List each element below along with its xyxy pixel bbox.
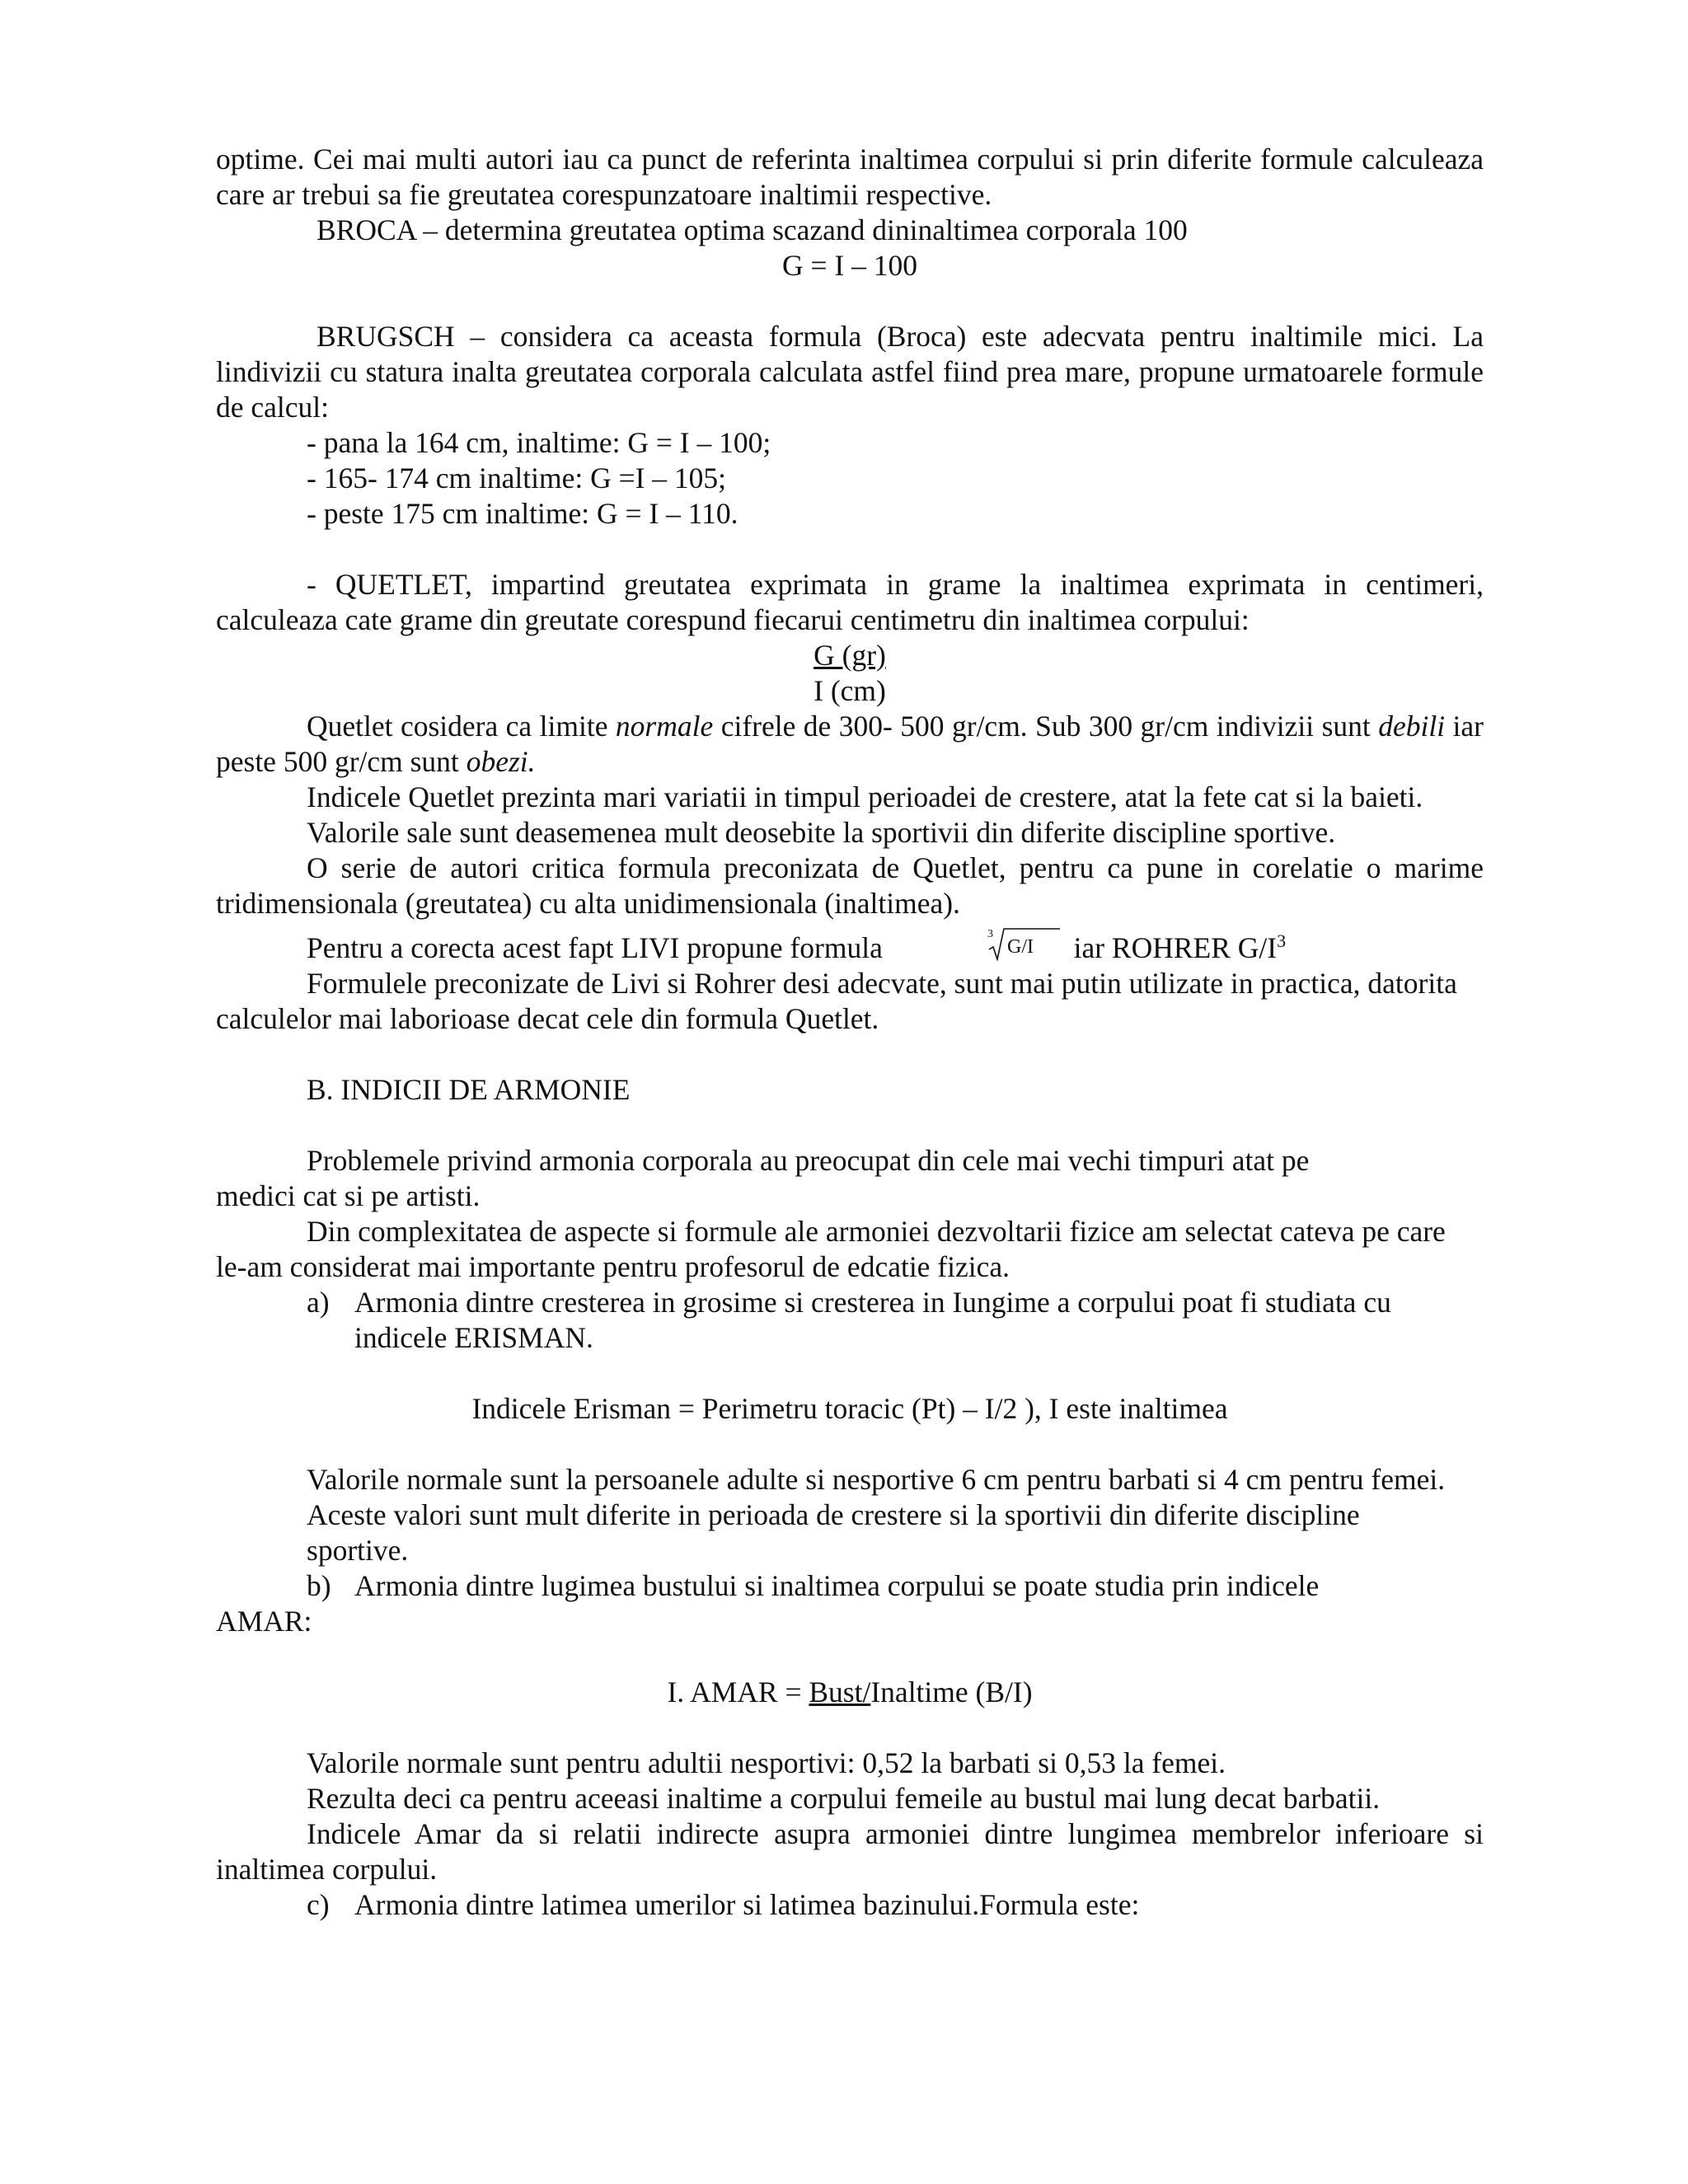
quetlet-numerator: G (gr) (814, 639, 886, 672)
list-text-a: Armonia dintre cresterea in grosime si cresterea in Iungime a corpului poat fi studiata cu indicele ERISMAN. (354, 1286, 1391, 1354)
paragraph-amar-relatii: Indicele Amar da si relatii indirecte asupra armoniei dintre lungimea membrelor inferioare si inaltimea corpului. (216, 1817, 1484, 1886)
formula-erisman: Indicele Erisman = Perimetru toracic (Pt) – I/2 ), I este inaltimea (471, 1392, 1228, 1425)
amar-bust-underlined: Bust/ (809, 1675, 871, 1708)
list-item-brugsch-1: - pana la 164 cm, inaltime: G = I – 100; (307, 426, 771, 459)
spacer (216, 532, 1484, 567)
italic-debili: debili (1378, 710, 1446, 743)
paragraph-livi-rohrer-formulas (216, 926, 1484, 966)
paragraph-broca: BROCA – determina greutatea optima scazand dininaltimea corporala 100 (316, 213, 1188, 246)
spacer (216, 1356, 1484, 1391)
paragraph-erisman-values: Valorile normale sunt la persoanele adulte si nesportive 6 cm pentru barbati si 4 cm pentru femei. Aceste valori sunt mult diferite in perioada de crestere si la sportivii din diferite discipline sportive. (307, 1463, 1446, 1567)
text-span: iar ROHRER G/I (1066, 931, 1278, 964)
cube-root-icon (986, 926, 1062, 961)
formula-broca: G = I – 100 (782, 249, 917, 282)
formula-quetlet-numerator (216, 638, 1484, 673)
paragraph-critica: O serie de autori critica formula preconizata de Quetlet, pentru ca pune in corelatie o marime tridimensionala (greutatea) cu alta unidimensionala (inaltimea). (216, 851, 1484, 920)
paragraph-quetlet: - QUETLET, impartind greutatea exprimata in grame la inaltimea exprimata in centimeri, calculeaza cate grame din greutate corespund fiecarui centimetru din inaltimea corpului: (216, 568, 1484, 636)
spacer (216, 1108, 1484, 1143)
spacer (216, 1710, 1484, 1746)
spacer (216, 1639, 1484, 1675)
spacer (216, 1037, 1484, 1072)
list-item-c (216, 1887, 1484, 1923)
formula-amar (216, 1675, 1484, 1710)
spacer (216, 1427, 1484, 1462)
list-text-b-continuation: AMAR: (216, 1605, 312, 1638)
formula-quetlet-denominator: I (cm) (814, 674, 886, 707)
list-item-a (216, 1285, 1484, 1356)
list-text-b: Armonia dintre lugimea bustului si inaltimea corpului se poate studia prin indicele (354, 1569, 1320, 1602)
cube-root-formula (895, 926, 1062, 966)
list-marker-c: c) (307, 1888, 330, 1921)
paragraph-brugsch: BRUGSCH – considera ca aceasta formula (Broca) este adecvata pentru inaltimile mici. La lindivizii cu statura inalta greutatea corporala calculata astfel fiind prea mare, propune urmatoarele formule de calcul: (216, 320, 1484, 424)
text-span: I. AMAR = (667, 1675, 809, 1708)
italic-normale: normale (615, 710, 714, 743)
paragraph-intro: optime. Cei mai multi autori iau ca punct de referinta inaltimea corpului si prin diferite formule calculeaza care ar trebui sa fie greutatea corespunzatoare inaltimii respective. (216, 143, 1484, 211)
list-item-brugsch-3: - peste 175 cm inaltime: G = I – 110. (307, 497, 738, 530)
text-span: Pentru a corecta acest fapt LIVI propune formula (307, 931, 890, 964)
root-content: G/I (1006, 936, 1034, 958)
paragraph-quetlet-variations: Indicele Quetlet prezinta mari variatii in timpul perioadei de crestere, atat la fete cat si la baieti. (307, 780, 1423, 813)
paragraph-armonie-2: Din complexitatea de aspecte si formule ale armoniei dezvoltarii fizice am selectat cateva pe care le-am considerat mai importante pentru profesorul de edcatie fizica. (216, 1215, 1446, 1283)
list-text-c: Armonia dintre latimea umerilor si latimea bazinului.Formula este: (354, 1888, 1140, 1921)
document-page (216, 142, 1484, 1923)
paragraph-armonie-1: Problemele privind armonia corporala au preocupat din cele mai vechi timpuri atat pe medici cat si pe artisti. (216, 1144, 1310, 1212)
text-span: iar peste 500 gr/cm sunt (216, 710, 1484, 778)
paragraph-amar-rezulta: Rezulta deci ca pentru aceeasi inaltime a corpului femeile au bustul mai lung decat barbatii. (307, 1782, 1381, 1815)
paragraph-livi-rohrer: Formulele preconizate de Livi si Rohrer desi adecvate, sunt mai putin utilizate in practica, datorita calculelor mai laborioase decat cele din formula Quetlet. (216, 967, 1457, 1035)
list-item-brugsch-2: - 165- 174 cm inaltime: G =I – 105; (307, 462, 727, 494)
text-span: cifrele de 300- 500 gr/cm. Sub 300 gr/cm indivizii sunt (713, 710, 1379, 743)
root-index: 3 (987, 928, 993, 940)
paragraph-quetlet-limits (216, 709, 1484, 780)
text-span: Inaltime (B/I) (870, 1675, 1033, 1708)
spacer (216, 284, 1484, 319)
list-item-b (216, 1568, 1484, 1604)
list-marker-a: a) (307, 1286, 330, 1319)
italic-obezi: obezi. (466, 745, 536, 778)
text-span: Quetlet cosidera ca limite (307, 710, 616, 743)
paragraph-amar-values: Valorile normale sunt pentru adultii nesportivi: 0,52 la barbati si 0,53 la femei. (307, 1746, 1226, 1779)
rohrer-exponent: 3 (1277, 930, 1287, 952)
section-heading-b: B. INDICII DE ARMONIE (307, 1073, 631, 1106)
list-marker-b: b) (307, 1569, 331, 1602)
paragraph-quetlet-sport: Valorile sale sunt deasemenea mult deosebite la sportivii din diferite discipline sportive. (307, 816, 1336, 849)
